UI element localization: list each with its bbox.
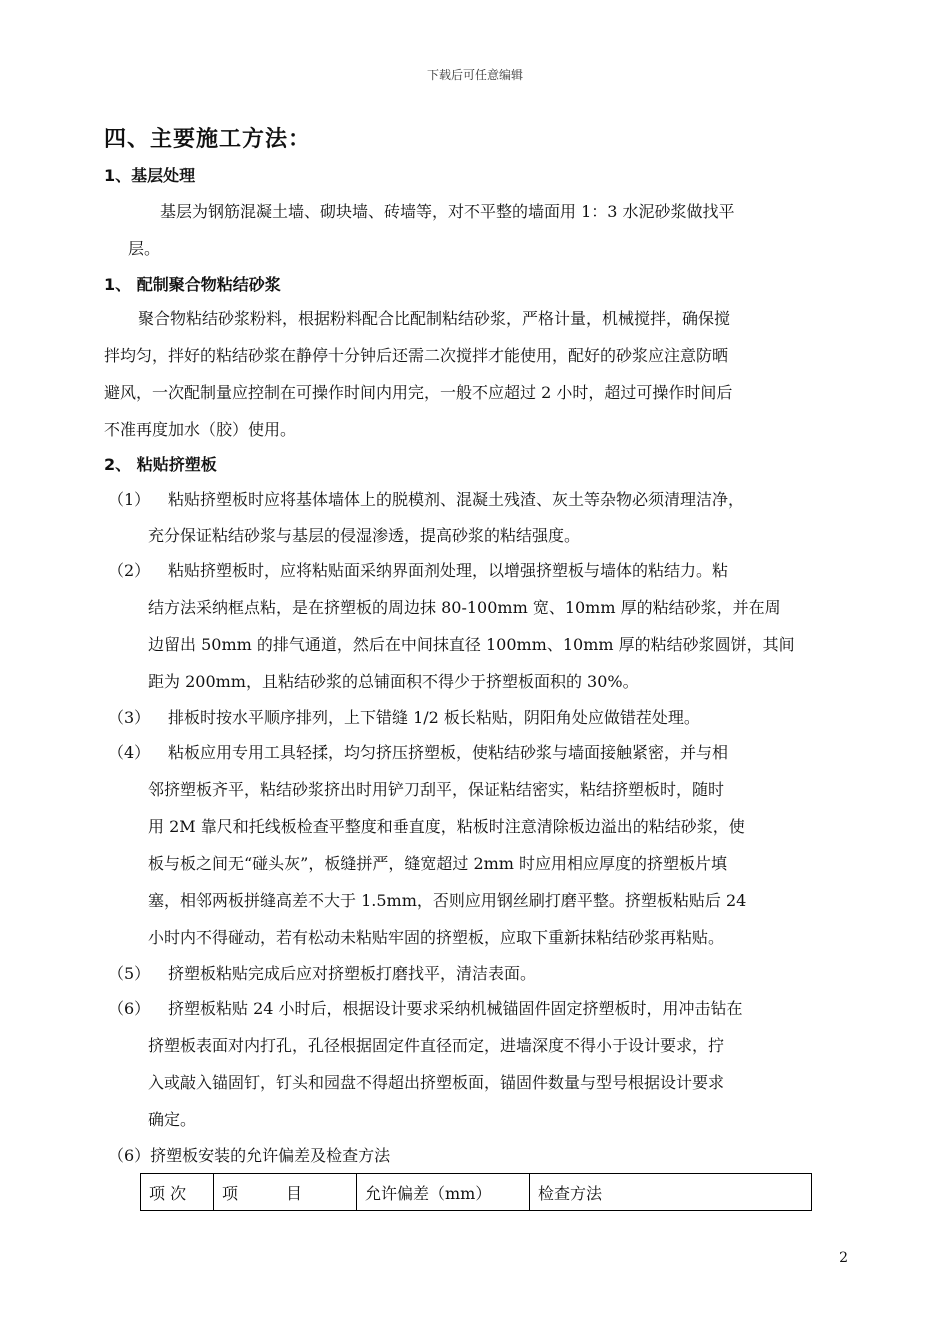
table-caption: （6）挤塑板安装的允许偏差及检查方法 bbox=[108, 1146, 391, 1165]
paragraph-line: 不准再度加水（胶）使用。 bbox=[104, 420, 297, 439]
section-title: 四、主要施工方法： bbox=[104, 127, 312, 152]
heading-xps-board: 2、 粘贴挤塑板 bbox=[104, 455, 217, 474]
list-item-line: 邻挤塑板齐平，粘结砂浆挤出时用铲刀刮平，保证粘结密实，粘结挤塑板时，随时 bbox=[148, 780, 725, 799]
tolerance-table bbox=[140, 1173, 812, 1211]
table-header-cell: 项 目 bbox=[214, 1174, 357, 1211]
paragraph-line: 拌均匀，拌好的粘结砂浆在静停十分钟后还需二次搅拌才能使用，配好的砂浆应注意防晒 bbox=[104, 346, 729, 365]
table-header-cell: 项 次 bbox=[141, 1174, 214, 1211]
list-item-line: 挤塑板粘贴 24 小时后，根据设计要求采纳机械锚固件固定挤塑板时，用冲击钻在 bbox=[168, 999, 743, 1018]
list-item-line: 充分保证粘结砂浆与基层的侵湿渗透，提高砂浆的粘结强度。 bbox=[148, 526, 581, 545]
item-number: （5） bbox=[108, 964, 151, 983]
table-header-cell: 允许偏差（mm） bbox=[357, 1174, 530, 1211]
heading-base-treatment: 1、基层处理 bbox=[104, 166, 196, 185]
paragraph-line: 避风，一次配制量应控制在可操作时间内用完，一般不应超过 2 小时，超过可操作时间后 bbox=[104, 383, 733, 402]
heading-mortar: 1、 配制聚合物粘结砂浆 bbox=[104, 275, 281, 294]
list-item-line: 挤塑板表面对内打孔，孔径根据固定件直径而定，进墙深度不得小于设计要求，拧 bbox=[148, 1036, 725, 1055]
list-item-line: 用 2M 靠尺和托线板检查平整度和垂直度，粘板时注意清除板边溢出的粘结砂浆，使 bbox=[148, 817, 745, 836]
item-number: （1） bbox=[108, 490, 151, 509]
paragraph-line: 基层为钢筋混凝土墙、砌块墙、砖墙等，对不平整的墙面用 1：3 水泥砂浆做找平 bbox=[160, 202, 735, 221]
page-header: 下载后可任意编辑 bbox=[426, 68, 523, 82]
table-header-row bbox=[141, 1174, 812, 1211]
list-item-line: 小时内不得碰动，若有松动未粘贴牢固的挤塑板，应取下重新抹粘结砂浆再粘贴。 bbox=[148, 928, 725, 947]
list-item-line: 粘板应用专用工具轻揉，均匀挤压挤塑板，使粘结砂浆与墙面接触紧密，并与相 bbox=[168, 743, 729, 762]
paragraph-line: 聚合物粘结砂浆粉料，根据粉料配合比配制粘结砂浆，严格计量，机械搅拌，确保搅 bbox=[138, 309, 731, 328]
table-header-cell: 检查方法 bbox=[530, 1174, 812, 1211]
list-item-line: 塞，相邻两板拼缝高差不大于 1.5mm，否则应用钢丝刷打磨平整。挤塑板粘贴后 24 bbox=[148, 891, 747, 910]
item-number: （4） bbox=[108, 743, 151, 762]
list-item-line: 板与板之间无“碰头灰”，板缝拼严，缝宽超过 2mm 时应用相应厚度的挤塑板片填 bbox=[148, 854, 728, 873]
paragraph-line: 层。 bbox=[128, 239, 161, 258]
list-item-line: 结方法采纳框点粘，是在挤塑板的周边抹 80-100mm 宽、10mm 厚的粘结砂浆，并在周 bbox=[148, 598, 781, 617]
list-item-line: 距为 200mm，且粘结砂浆的总铺面积不得少于挤塑板面积的 30%。 bbox=[148, 672, 639, 691]
item-number: （6） bbox=[108, 999, 151, 1018]
page-number: 2 bbox=[839, 1250, 848, 1266]
list-item-line: 粘贴挤塑板时，应将粘贴面采纳界面剂处理，以增强挤塑板与墙体的粘结力。粘 bbox=[168, 561, 729, 580]
list-item-line: 挤塑板粘贴完成后应对挤塑板打磨找平，清洁表面。 bbox=[168, 964, 537, 983]
list-item-line: 边留出 50mm 的排气通道，然后在中间抹直径 100mm、10mm 厚的粘结砂浆圆饼，其间 bbox=[148, 635, 795, 654]
list-item-line: 粘贴挤塑板时应将基体墙体上的脱模剂、混凝土残渣、灰土等杂物必须清理洁净， bbox=[168, 490, 745, 509]
item-number: （3） bbox=[108, 708, 151, 727]
list-item-line: 入或敲入锚固钉，钉头和园盘不得超出挤塑板面，锚固件数量与型号根据设计要求 bbox=[148, 1073, 725, 1092]
item-number: （2） bbox=[108, 561, 151, 580]
list-item-line: 排板时按水平顺序排列，上下错缝 1/2 板长粘贴，阴阳角处应做错茬处理。 bbox=[168, 708, 700, 727]
list-item-line: 确定。 bbox=[148, 1110, 197, 1129]
